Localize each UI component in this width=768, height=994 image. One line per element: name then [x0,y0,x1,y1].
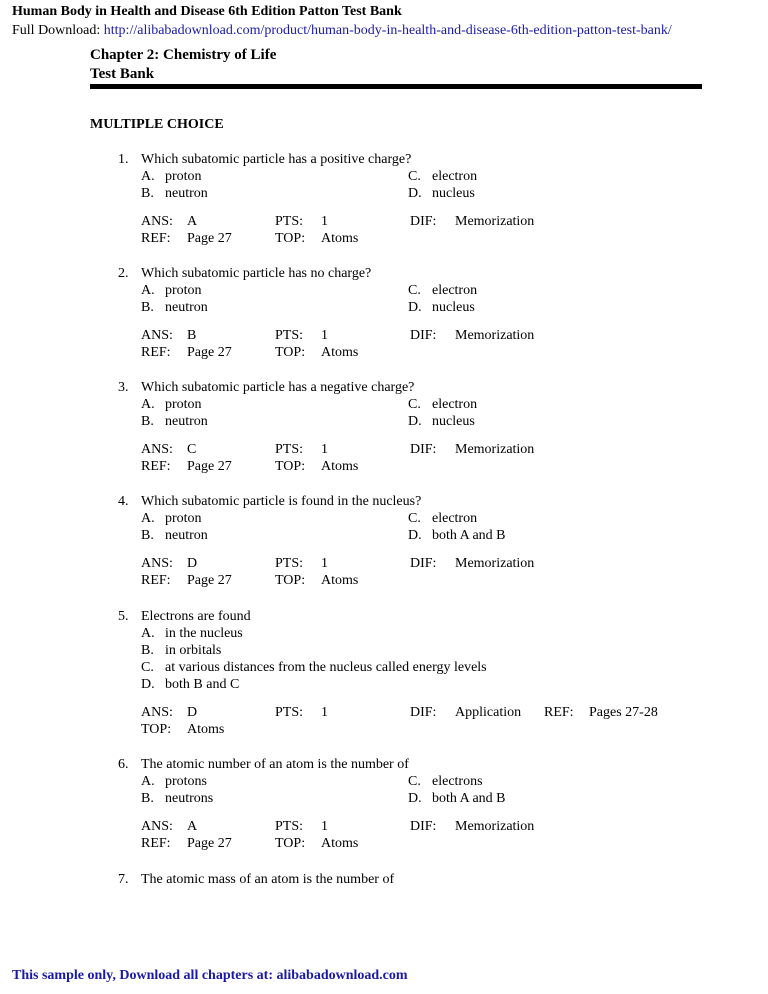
download-link[interactable]: http://alibabadownload.com/product/human-body-in-health-and-disease-6th-edition-patton-test-bank/ [103,23,672,38]
pts-label: PTS: [275,705,304,720]
answer-meta-row [118,572,718,589]
option-text: proton [165,169,202,184]
dif-label: DIF: [410,442,437,457]
question-line [118,265,718,282]
option-row [118,527,718,544]
ans-value: D [187,705,198,720]
option-letter: B. [141,791,154,806]
option-letter: B. [141,414,154,429]
option-text: electrons [432,774,483,789]
question-number: 4. [118,494,129,509]
top-value: Atoms [321,573,359,588]
option-row [118,642,718,659]
download-label: Full Download: [12,23,104,38]
option-letter: D. [408,300,422,315]
pts-label: PTS: [275,819,304,834]
ref-value: Page 27 [187,573,232,588]
top-value: Atoms [321,459,359,474]
ans-value: C [187,442,197,457]
question-text: Which subatomic particle has a positive charge? [141,152,412,167]
option-letter: D. [408,528,422,543]
ref-label: REF: [141,459,171,474]
option-text: neutron [165,300,208,315]
question-text: The atomic number of an atom is the number of [141,757,409,772]
option-letter: B. [141,186,154,201]
option-text: neutron [165,528,208,543]
option-letter: C. [408,511,421,526]
ref-value: Page 27 [187,345,232,360]
question-text: Electrons are found [141,609,251,624]
answer-meta-row [118,230,718,247]
option-letter: C. [408,169,421,184]
ref-value: Page 27 [187,231,232,246]
question-block [118,151,718,247]
option-letter: C. [141,660,154,675]
pts-label: PTS: [275,556,304,571]
top-label: TOP: [275,836,306,851]
option-letter: D. [141,677,155,692]
pts-value: 1 [321,328,328,343]
option-letter: A. [141,511,155,526]
question-text: Which subatomic particle has a negative charge? [141,380,415,395]
option-letter: D. [408,791,422,806]
answer-meta-row [118,327,718,344]
chapter-title: Chapter 2: Chemistry of Life [90,47,277,63]
dif-value: Memorization [455,442,535,457]
answer-meta-row [118,555,718,572]
ans-label: ANS: [141,556,173,571]
option-row [118,282,718,299]
dif-label: DIF: [410,214,437,229]
pts-value: 1 [321,556,328,571]
option-row [118,510,718,527]
option-text: electron [432,283,478,298]
option-row [118,773,718,790]
option-row [118,625,718,642]
question-line [118,756,718,773]
pts-value: 1 [321,442,328,457]
ref-label: REF: [141,345,171,360]
question-block [118,756,718,852]
ref-value: Pages 27-28 [589,705,658,720]
option-text: electron [432,169,478,184]
dif-value: Memorization [455,328,535,343]
pts-value: 1 [321,819,328,834]
question-line [118,151,718,168]
option-row [118,413,718,430]
chapter-subtitle: Test Bank [90,66,155,82]
question-line [118,493,718,510]
answer-meta-row [118,704,718,721]
option-row [118,659,718,676]
answer-meta-row [118,213,718,230]
dif-value: Application [455,705,522,720]
top-value: Atoms [321,231,359,246]
option-letter: A. [141,626,155,641]
ans-value: D [187,556,198,571]
ans-value: A [187,214,198,229]
top-label: TOP: [275,345,306,360]
option-text: nucleus [432,300,475,315]
pts-value: 1 [321,214,328,229]
heading-rule [90,84,702,89]
section-heading: MULTIPLE CHOICE [90,117,224,132]
option-text: both B and C [165,677,240,692]
top-label: TOP: [275,459,306,474]
option-row [118,168,718,185]
answer-meta-row [118,835,718,852]
pts-label: PTS: [275,442,304,457]
answer-meta-row [118,458,718,475]
option-row [118,299,718,316]
answer-meta-row [118,818,718,835]
option-letter: C. [408,774,421,789]
top-value: Atoms [321,345,359,360]
option-row [118,185,718,202]
option-text: neutron [165,414,208,429]
top-value: Atoms [187,722,225,737]
option-letter: A. [141,397,155,412]
ref-label: REF: [544,705,574,720]
answer-meta-row [118,441,718,458]
option-text: protons [165,774,207,789]
dif-value: Memorization [455,214,535,229]
question-number: 1. [118,152,129,167]
question-text: Which subatomic particle has no charge? [141,266,372,281]
option-letter: D. [408,414,422,429]
dif-label: DIF: [410,819,437,834]
answer-meta-row [118,344,718,361]
question-text: Which subatomic particle is found in the nucleus? [141,494,422,509]
question-number: 5. [118,609,129,624]
ref-value: Page 27 [187,459,232,474]
footer-download-notice[interactable]: This sample only, Download all chapters at: alibabadownload.com [12,968,408,983]
ref-label: REF: [141,231,171,246]
option-letter: A. [141,169,155,184]
option-text: neutrons [165,791,214,806]
option-letter: C. [408,397,421,412]
top-label: TOP: [141,722,172,737]
pts-label: PTS: [275,328,304,343]
option-text: nucleus [432,414,475,429]
question-number: 6. [118,757,129,772]
option-letter: B. [141,528,154,543]
top-label: TOP: [275,573,306,588]
option-text: both A and B [432,791,506,806]
option-letter: B. [141,300,154,315]
option-letter: D. [408,186,422,201]
dif-value: Memorization [455,556,535,571]
question-number: 7. [118,872,129,887]
question-line [118,871,718,888]
dif-label: DIF: [410,705,437,720]
question-block [118,493,718,589]
option-text: proton [165,397,202,412]
top-value: Atoms [321,836,359,851]
ref-value: Page 27 [187,836,232,851]
question-text: The atomic mass of an atom is the number of [141,872,395,887]
question-line [118,608,718,625]
answer-meta-row [118,721,718,738]
top-label: TOP: [275,231,306,246]
pts-value: 1 [321,705,328,720]
ref-label: REF: [141,836,171,851]
option-letter: B. [141,643,154,658]
question-line [118,379,718,396]
option-text: neutron [165,186,208,201]
download-line [12,23,672,39]
question-number: 3. [118,380,129,395]
question-block [118,265,718,361]
option-row [118,396,718,413]
option-text: electron [432,511,478,526]
question-block [118,871,718,888]
dif-label: DIF: [410,328,437,343]
ans-label: ANS: [141,819,173,834]
option-letter: A. [141,283,155,298]
option-text: nucleus [432,186,475,201]
option-text: in the nucleus [165,626,243,641]
question-number: 2. [118,266,129,281]
ref-label: REF: [141,573,171,588]
option-text: proton [165,511,202,526]
option-text: electron [432,397,478,412]
question-block [118,379,718,475]
ans-label: ANS: [141,214,173,229]
question-block [118,608,718,738]
chapter-heading [90,46,276,84]
option-text: both A and B [432,528,506,543]
option-row [118,790,718,807]
option-row [118,676,718,693]
option-text: proton [165,283,202,298]
ans-label: ANS: [141,328,173,343]
pts-label: PTS: [275,214,304,229]
document-banner-title: Human Body in Health and Disease 6th Edition Patton Test Bank [12,4,402,19]
ans-label: ANS: [141,705,173,720]
ans-label: ANS: [141,442,173,457]
option-text: at various distances from the nucleus called energy levels [165,660,487,675]
option-letter: A. [141,774,155,789]
dif-label: DIF: [410,556,437,571]
ans-value: A [187,819,198,834]
ans-value: B [187,328,197,343]
dif-value: Memorization [455,819,535,834]
option-text: in orbitals [165,643,222,658]
option-letter: C. [408,283,421,298]
